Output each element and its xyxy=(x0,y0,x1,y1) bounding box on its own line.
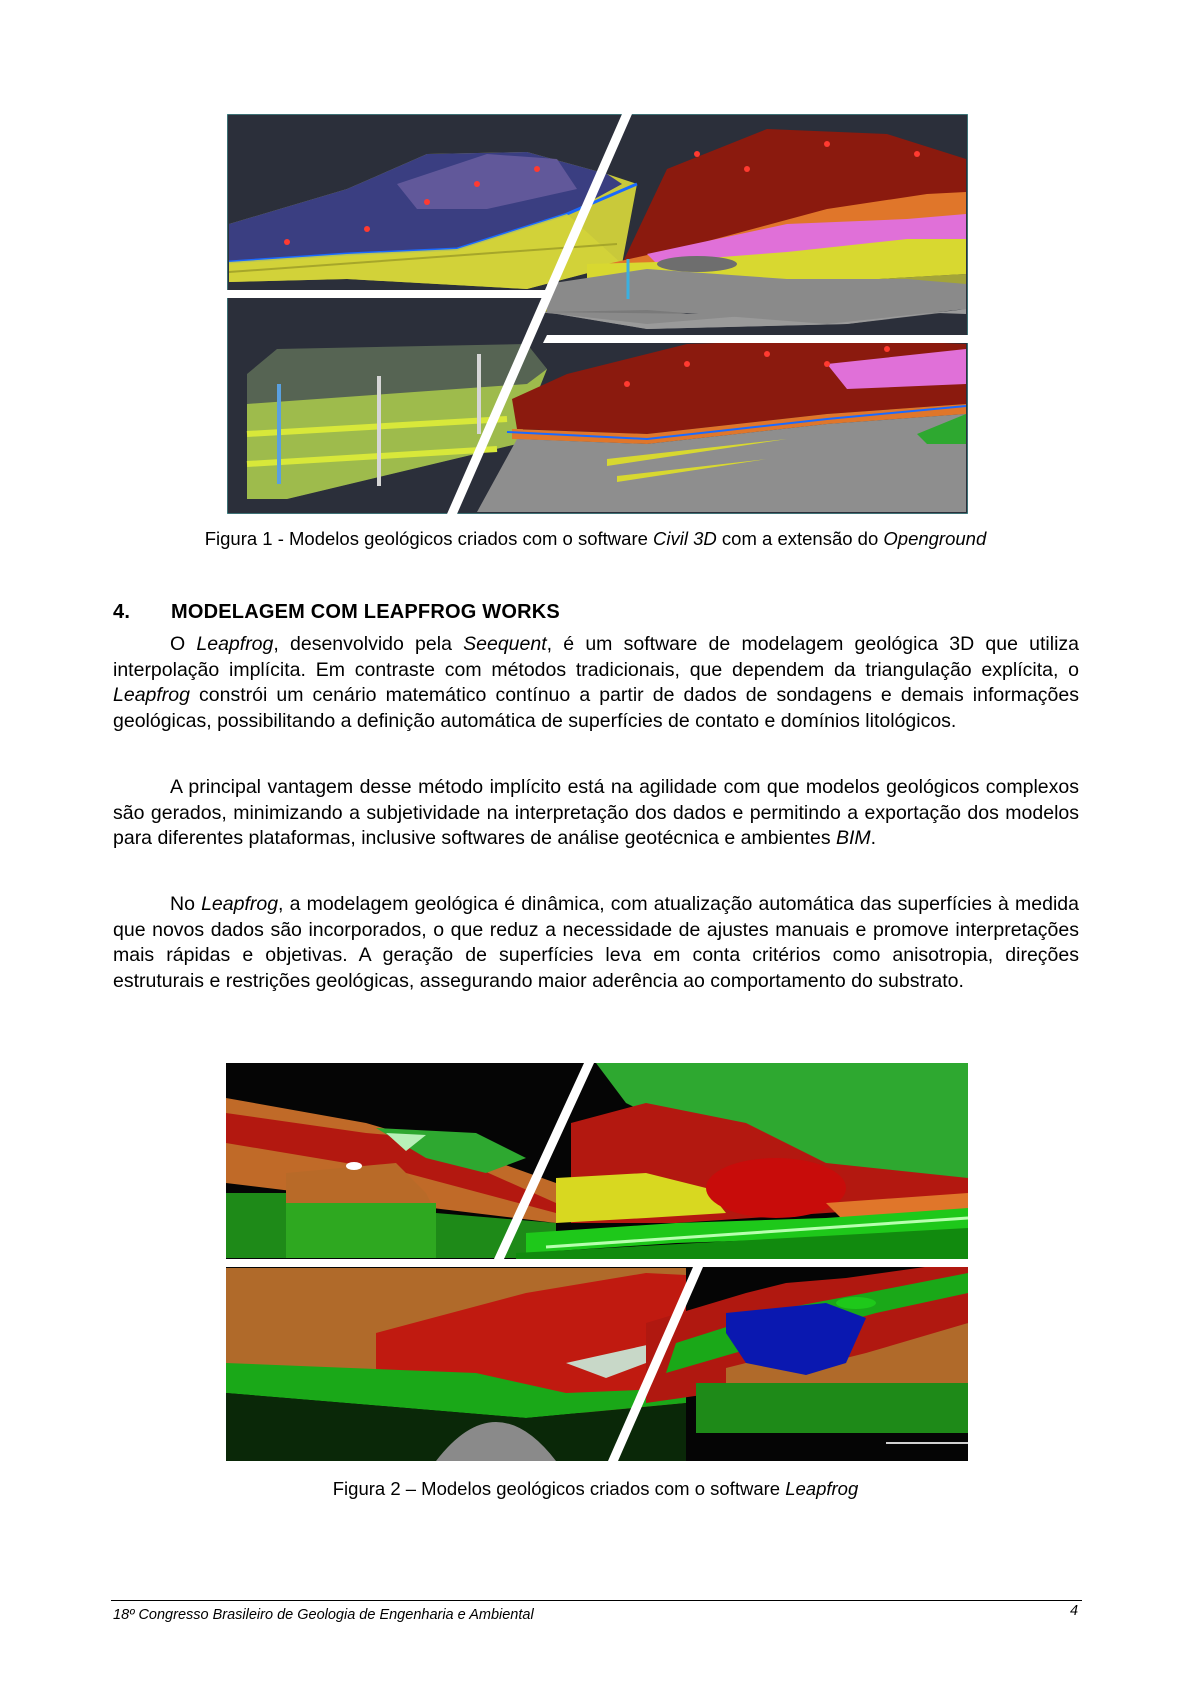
figure-1-image xyxy=(227,114,968,514)
figure-2-caption: Figura 2 – Modelos geológicos criados com o software Leapfrog xyxy=(332,1478,859,1499)
footer-divider xyxy=(111,1600,1082,1601)
page-number: 4 xyxy=(1070,1603,1079,1619)
section-heading xyxy=(113,601,560,624)
paragraph-1: O Leapfrog, desenvolvido pela Seequent, é um software de modelagem geológica 3D que utiliza interpolação implícita. Em contraste com métodos tradicionais, que dependem da triangulação explícita, o Leapfrog constrói um cenário matemático contínuo a partir de dados de sondagens e demais informações geológicas, possibilitando a definição automática de superfícies de contato e domínios litológicos. xyxy=(113,633,1079,733)
section-title: MODELAGEM COM LEAPFROG WORKS xyxy=(171,601,560,623)
section-number: 4. xyxy=(113,601,131,623)
figure-2-image xyxy=(226,1063,968,1461)
figure-2-panel-c xyxy=(226,1268,686,1461)
figure-1-caption: Figura 1 - Modelos geológicos criados com o software Civil 3D com a extensão do Openground xyxy=(204,528,987,549)
paragraph-3: No Leapfrog, a modelagem geológica é dinâmica, com atualização automática das superfícies à medida que novos dados são incorporados, o que reduz a necessidade de ajustes manuais e promove interpretações mais rápidas e objetivas. A geração de superfícies leva em conta critérios como anisotropia, direções estruturais e restrições geológicas, assegurando maior aderência ao comportamento do substrato. xyxy=(113,893,1079,993)
paragraph-2: A principal vantagem desse método implícito está na agilidade com que modelos geológicos complexos são gerados, minimizando a subjetividade na interpretação dos dados e permitindo a exportação dos modelos para diferentes plataformas, inclusive softwares de análise geotécnica e ambientes BIM. xyxy=(113,776,1079,850)
footer-conference: 18º Congresso Brasileiro de Geologia de Engenharia e Ambiental xyxy=(113,1607,534,1623)
